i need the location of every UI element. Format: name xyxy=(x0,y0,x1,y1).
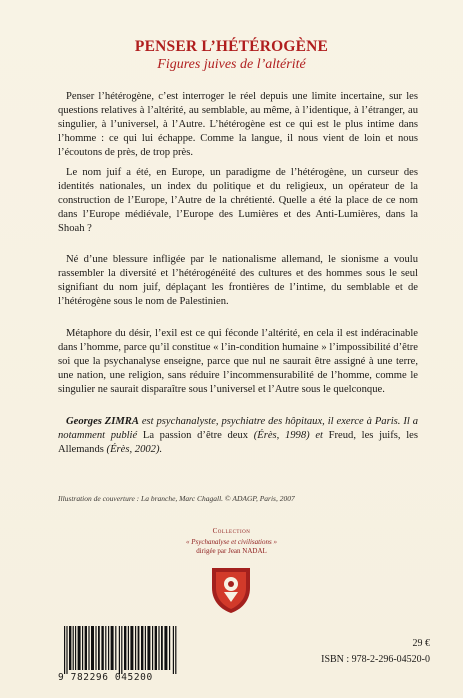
author-name: Georges ZIMRA xyxy=(66,416,139,427)
paragraph-4: Métaphore du désir, l’exil est ce qui féconde l’altérité, en cela il est indéracinable dans l’homme, parce qu’il constitue « l’in-condition humaine » l’impossibilité d’être soi que la psychanalyse enseigne, parce que nul ne saurait être assigné à une terre, une nation, une religion, sans réduire l’incommensurabilité de l’homme, comme le singulier ne saurait disparaître sous l’universel et l’Autre sous le quelconque. xyxy=(58,328,418,396)
book-title: PENSER L’HÉTÉROGÈNE xyxy=(134,38,329,55)
collection-name: « Psychanalyse et civilisations » xyxy=(186,538,277,546)
price: 29 € xyxy=(412,638,430,649)
bio-book-2: Freud, les juifs, les Allemands xyxy=(58,430,418,456)
paragraph-1: Penser l’hétérogène, c’est interroger le réel depuis une limite incertaine, sur les questions relatives à l’altérité, au semblable, au même, à l’identique, à l’étranger, au singulier, à l’universel, à l’Autre. L’hétérogène est ce qui est le plus intime dans l’homme : ce qui lui échappe. Comme la langue, il nous vient de loin et nous l’écoutons de près, de trop près. xyxy=(58,91,418,159)
publisher-emblem-icon xyxy=(210,566,252,614)
author-bio xyxy=(58,415,418,457)
collection-label: Collection xyxy=(212,527,251,535)
bio-book-1: La passion d’être deux xyxy=(142,430,249,442)
bio-publisher-1: (Érès, 1998) xyxy=(248,430,316,442)
barcode-icon xyxy=(62,626,180,674)
collection-block xyxy=(0,527,463,555)
paragraph-2: Le nom juif a été, en Europe, un paradigme de l’hétérogène, un curseur des identités nationales, un index du politique et du religieux, un opérateur de la construction de l’Europe, l’Autre de la chrétienté. Quelle a été la place de ce nom dans l’Europe médiévale, l’Europe des Lumières et des Anti-Lumières, dans la Shoah ? xyxy=(58,167,418,235)
paragraph-3: Né d’une blessure infligée par le nationalisme allemand, le sionisme a voulu rassembler la diversité et l’hétérogénéité des cultures et des hommes sous le seul signifiant du nom juif, déplaçant les frontières de l’intime, du semblable et de l’hétérogène sous le nom de Palestinien. xyxy=(58,254,418,308)
isbn: ISBN : 978-2-296-04520-0 xyxy=(321,654,430,665)
bio-publisher-2: (Érès, 2002). xyxy=(106,444,163,456)
book-subtitle: Figures juives de l’altérité xyxy=(157,57,306,72)
barcode-digits: 9 782296 045200 xyxy=(58,672,153,683)
collection-director: dirigée par Jean NADAL xyxy=(196,547,267,555)
cover-illustration-credit: Illustration de couverture : La branche, Marc Chagall. © ADAGP, Paris, 2007 xyxy=(58,494,295,503)
bio-conjunction: et xyxy=(315,430,323,442)
bio-text-1: est psychanalyste, psychiatre des hôpitaux, il exerce à Paris. Il a notamment publié xyxy=(58,416,418,442)
